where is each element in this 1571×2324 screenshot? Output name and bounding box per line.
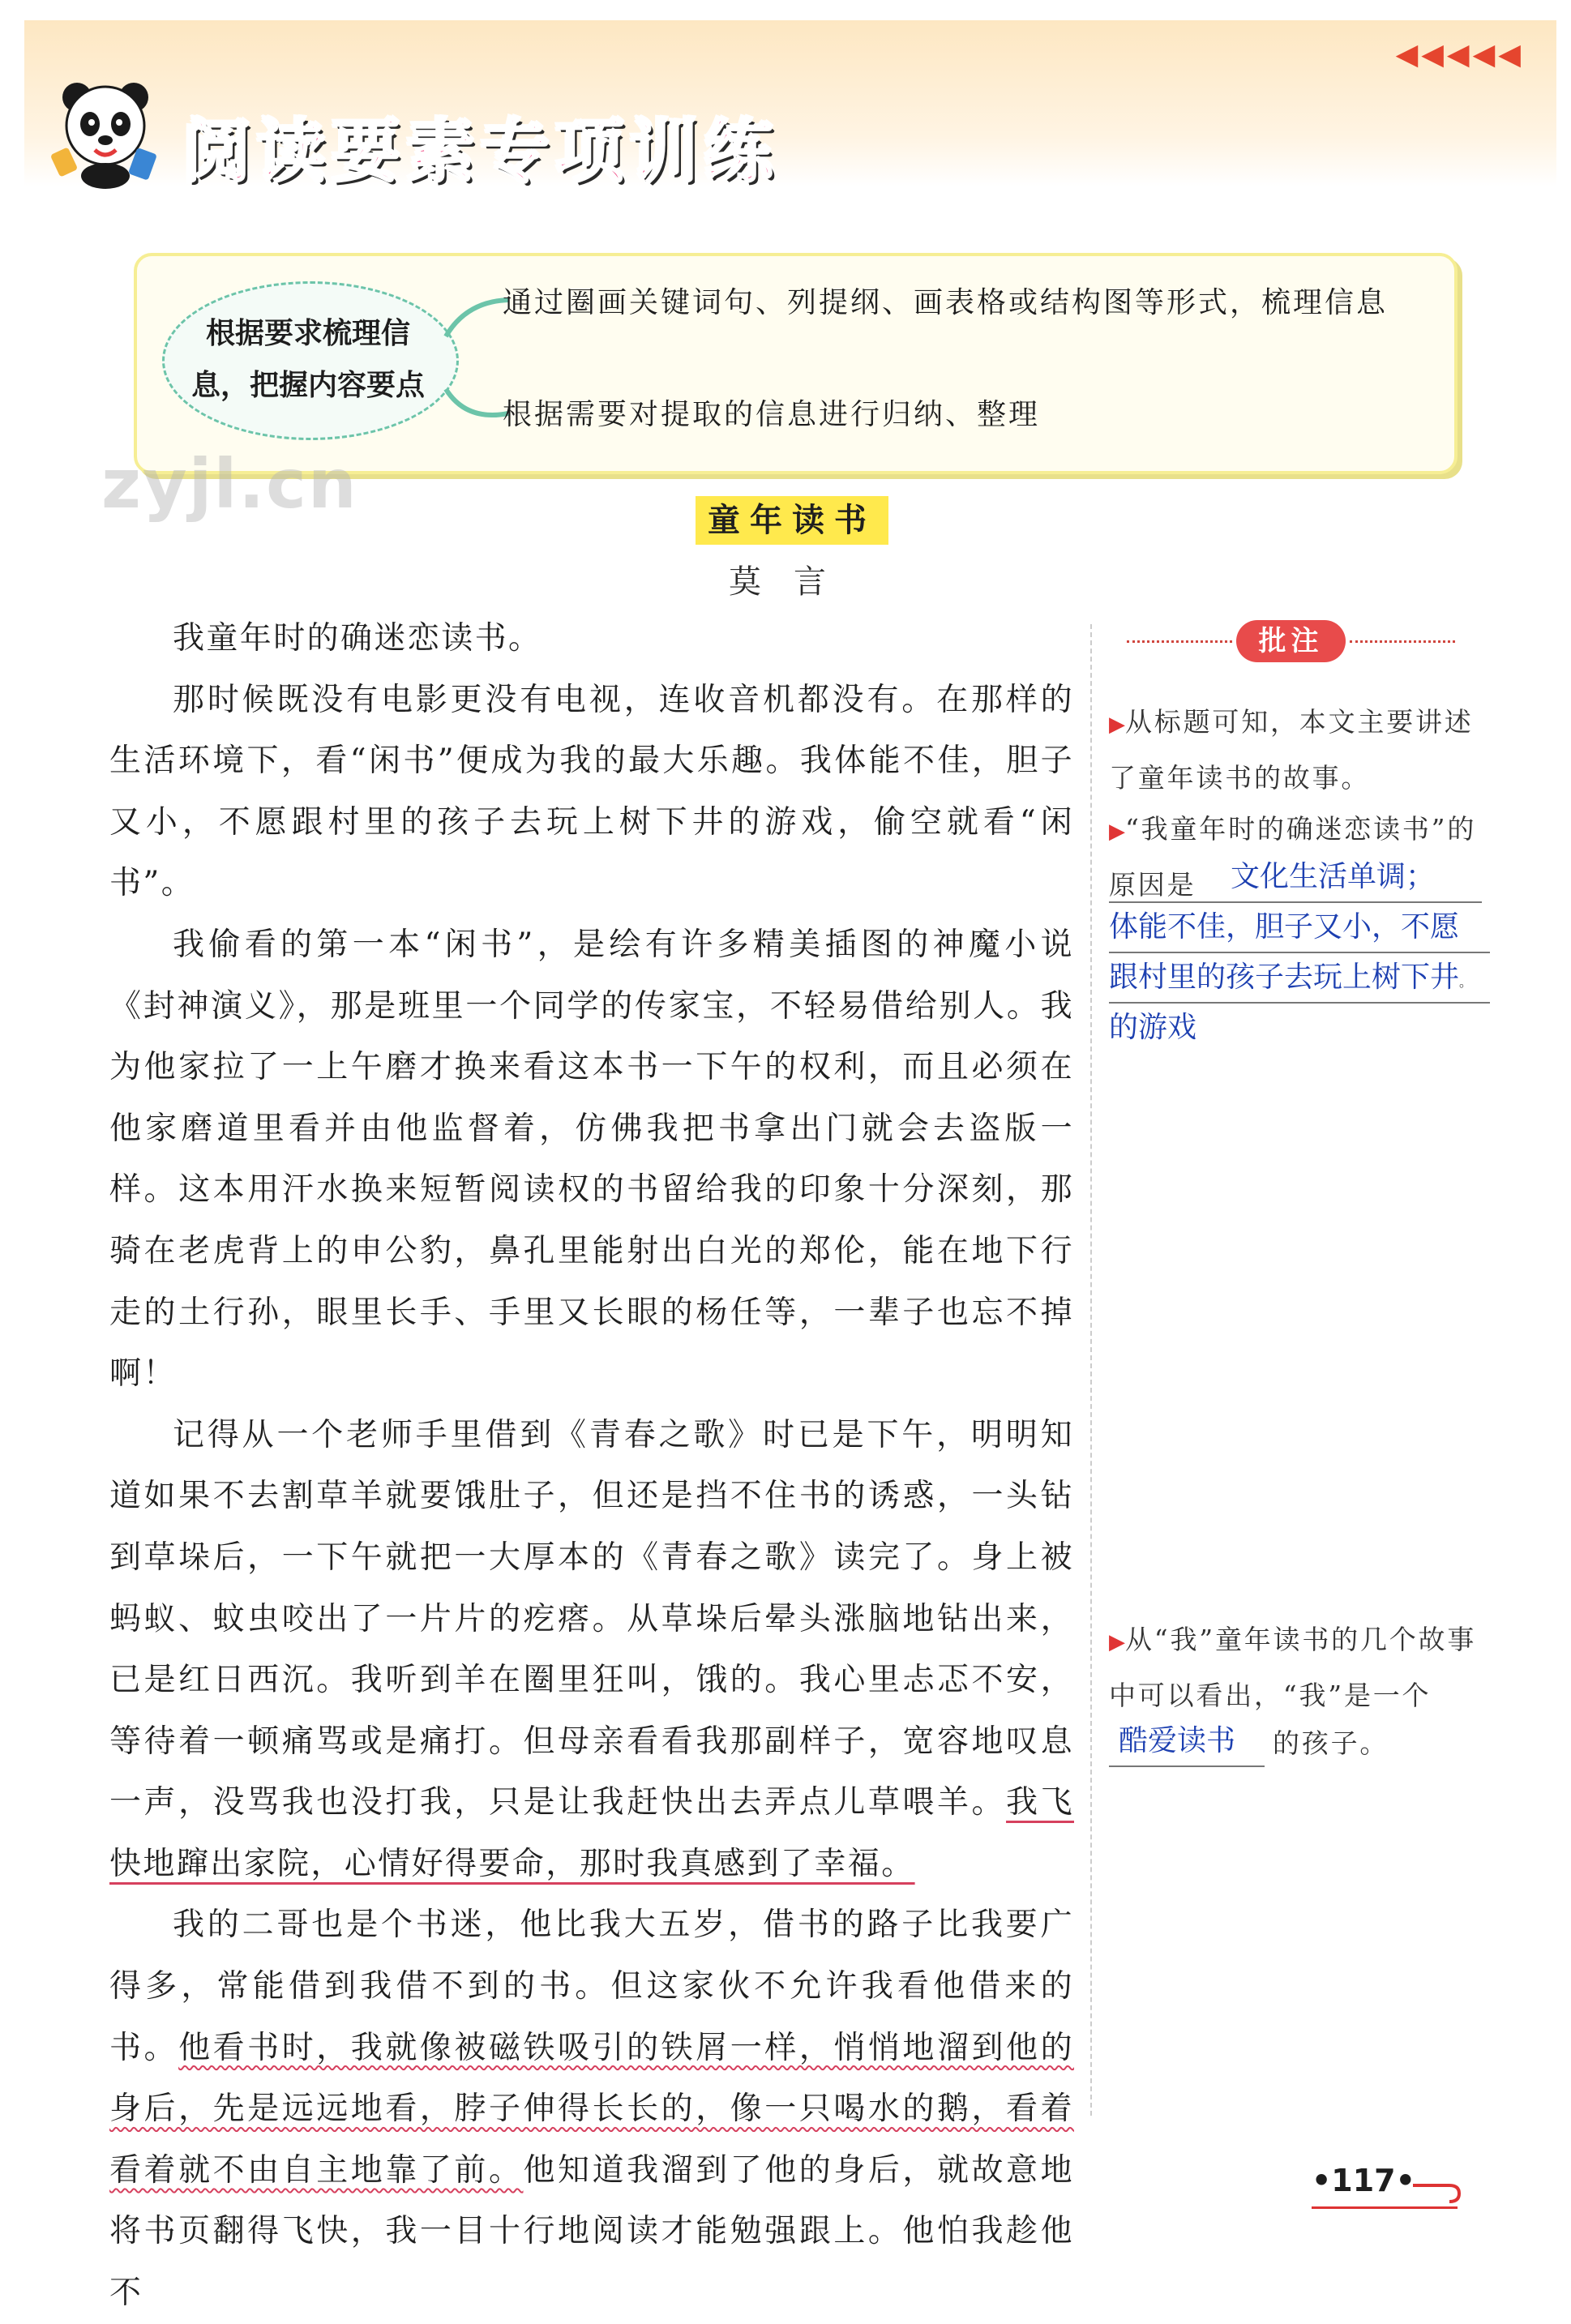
answer-line-1: 文化生活单调；: [1109, 853, 1482, 903]
paragraph-5-tail: 他知道我溜到了他的身后，就故意地将书页翻得飞快，我一目十行地阅读才能勉强跟上。他怕我趁他不: [109, 2151, 1074, 2312]
annotation-header-rule-left: [1127, 640, 1232, 643]
paragraph-5: [109, 1894, 1074, 2323]
page-number-rule: [1312, 2206, 1458, 2209]
annotation-header-rule-right: [1350, 640, 1455, 643]
answer-line-4: 的游戏: [1109, 1011, 1197, 1044]
skill-point-1: 通过圈画关键词句、列提纲、画表格或结构图等形式，梳理信息: [503, 286, 1389, 319]
annotation-3-suffix: 的孩子。: [1273, 1727, 1389, 1759]
paragraph-1: 我童年时的确迷恋读书。: [173, 620, 542, 657]
watermark: zyjl.cn: [101, 444, 358, 524]
paragraph-4: [109, 1405, 1074, 1895]
paragraph-4-text: 记得从一个老师手里借到《青春之歌》时已是下午，明明知道如果不去割草羊就要饿肚子，但还是挡不住书的诱惑，一头钻到草垛后，一下午就把一大厚本的《青春之歌》读完了。身上被蚂蚁、蚊虫咬出了一片片的疙瘩。从草垛后晕头涨脑地钻出来，已是红日西沉。我听到羊在圈里狂叫，饿的。我心里忐忑不安，等待着一顿痛骂或是痛打。但母亲看看我那副样子，宽容地叹息一声，没骂我也没打我，只是让我赶快出去弄点儿草喂羊。: [109, 1416, 1074, 1821]
answer-blank: 酷爱读书: [1109, 1717, 1265, 1767]
skill-center-text: [162, 308, 454, 412]
annotation-1: [1109, 695, 1482, 805]
annotation-1-text: 从标题可知，本文主要讲述了童年读书的故事。: [1109, 706, 1474, 794]
article-author: 莫言: [729, 563, 858, 601]
triangle-bullet-icon: ▶: [1109, 820, 1125, 844]
annotation-2-prompt: “我童年时的确迷恋读书”的原因是: [1109, 813, 1477, 901]
triangle-bullet-icon: ▶: [1109, 1630, 1125, 1654]
annotation-3-answer: [1109, 1717, 1490, 1770]
article-title: 童年读书: [696, 496, 888, 545]
annotation-3-prompt: 从“我”童年读书的几个故事中可以看出，“我”是一个: [1109, 1624, 1477, 1711]
paragraph-3: 我偷看的第一本“闲书”，是绘有许多精美插图的神魔小说《封神演义》，那是班里一个同学的传家宝，不轻易借给别人。我为他家拉了一上午磨才换来看这本书一下午的权利，而且必须在他家磨道里看并由他监督着，仿佛我把书拿出门就会去盗版一样。这本用汗水换来短暂阅读权的书留给我的印象十分深刻，那骑在老虎背上的申公豹，鼻孔里能射出白光的郑伦，能在地下行走的土行孙，眼里长手、手里又长眼的杨任等，一辈子也忘不掉啊！: [109, 926, 1074, 1393]
skill-center-line2: 息，把握内容要点: [190, 369, 425, 402]
skill-point-2: 根据需要对提取的信息进行归纳、整理: [503, 398, 1041, 431]
header-arrows-icon: ◀◀◀◀◀: [1395, 38, 1524, 71]
annotation-2-answer: [1109, 853, 1490, 1052]
article-body: [109, 608, 1074, 2324]
paragraph-2: 那时候既没有电影更没有电视，连收音机都没有。在那样的生活环境下，看“闲书”便成为我的最大乐趣。我体能不佳，胆子又小，不愿跟村里的孩子去玩上树下井的游戏，偷空就看“闲书”。: [109, 681, 1074, 902]
page-number: •117•: [1312, 2163, 1415, 2198]
section-title: 阅读要素专项训练: [182, 112, 780, 191]
wavy-underlined-sentence: 他看书时，我就像被磁铁吸引的铁屑一样，悄悄地溜到他的身后，先是远远地看，脖子伸得长长的，像一只喝水的鹅，看着看着就不由自主地靠了前。: [109, 2029, 1074, 2189]
answer-line-2: 体能不佳，胆子又小，不愿: [1109, 903, 1490, 953]
answer-line-3: 跟村里的孩子去玩上树下井。: [1109, 953, 1490, 1004]
annotation-3: [1109, 1613, 1482, 1723]
underlined-sentence: 我飞快地蹿出家院，心情好得要命，那时我真感到了幸福。: [109, 1784, 1074, 1882]
triangle-bullet-icon: ▶: [1109, 713, 1125, 737]
paragraph-5-text: 我的二哥也是个书迷，他比我大五岁，借书的路子比我要广得多，常能借到我借不到的书。但这家伙不允许我看他借来的书。: [109, 1907, 1074, 2066]
column-divider: [1090, 624, 1092, 2116]
skill-center-line1: 根据要求梳理信: [205, 317, 410, 350]
page-arrow-icon: [1409, 2169, 1466, 2210]
panda-mascot-icon: [45, 69, 166, 190]
annotation-header: 批注: [1236, 620, 1346, 662]
